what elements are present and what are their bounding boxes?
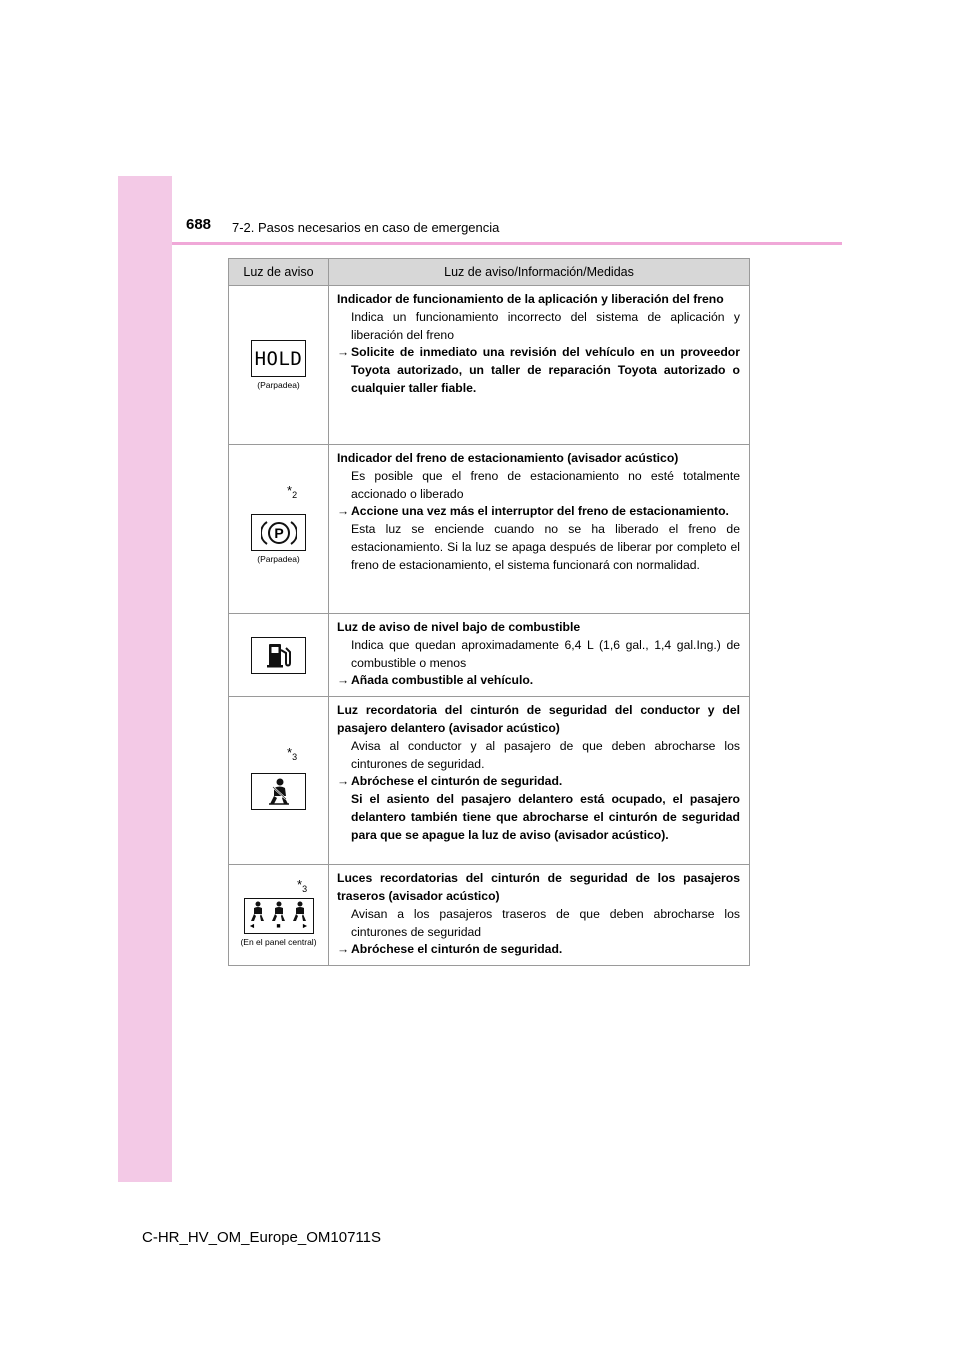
row-action: → Accione una vez más el interruptor del freno de estacionamiento.: [337, 503, 740, 521]
row-action: → Abróchese el cinturón de seguridad.: [337, 773, 740, 791]
hold-icon-text: HOLD: [254, 347, 303, 370]
info-cell: [329, 445, 750, 614]
row-action: → Añada combustible al vehículo.: [337, 672, 740, 690]
column-header: Luz de aviso: [229, 259, 329, 286]
row-title: Indicador de funcionamiento de la aplicación y liberación del freno: [337, 292, 724, 306]
parking-brake-icon: [251, 514, 306, 551]
row-title: Luces recordatorias del cinturón de seguridad de los pasajeros traseros (avisador acústico): [337, 871, 740, 903]
side-tab-bar: [118, 176, 172, 1182]
row-action: → Solicite de inmediato una revisión del vehículo en un proveedor Toyota autorizado, un taller de reparación Toyota autorizado o cualquier taller fiable.: [337, 344, 740, 397]
table-row: [229, 697, 750, 865]
fuel-pump-symbol: [264, 641, 294, 669]
section-title: 7-2. Pasos necesarios en caso de emergencia: [232, 220, 500, 235]
header-rule: [172, 242, 842, 245]
icon-cell: [229, 865, 329, 966]
info-cell: [329, 614, 750, 697]
row-action: → Abróchese el cinturón de seguridad.: [337, 941, 740, 959]
svg-text:P: P: [273, 524, 284, 541]
footnote-marker: $*_3$: [287, 745, 298, 763]
info-cell: [329, 286, 750, 445]
row-description: Avisa al conductor y al pasajero de que deben abrocharse los cinturones de seguridad.: [351, 738, 740, 771]
row-description: Indica un funcionamiento incorrecto del sistema de aplicación y liberación del freno: [351, 309, 740, 342]
rear-seatbelts-symbol: [248, 901, 310, 923]
fuel-pump-icon: [251, 637, 306, 674]
warning-lights-table: [228, 258, 750, 966]
arrow-icon: →: [337, 774, 350, 789]
icon-cell: [229, 614, 329, 697]
document-footer: C-HR_HV_OM_Europe_OM10711S: [142, 1229, 381, 1246]
row-description: Es posible que el freno de estacionamiento no esté totalmente accionado o liberado: [351, 468, 740, 501]
parking-brake-symbol: [261, 518, 297, 548]
arrow-icon: →: [337, 504, 350, 519]
table-row: [229, 286, 750, 445]
table-header-row: [229, 259, 750, 286]
icon-cell: [229, 697, 329, 865]
arrow-icon: →: [337, 673, 350, 688]
footnote-marker: $*_2$: [287, 483, 298, 500]
icon-cell: [229, 286, 329, 445]
row-title: Indicador del freno de estacionamiento (avisador acústico): [337, 451, 679, 465]
icon-cell: [229, 445, 329, 614]
row-extra-note: Esta luz se enciende cuando no se ha liberado el freno de estacionamiento. Si la luz se apaga después de liberar por completo el freno de estacionamiento, el sistema funcionará con normalidad.: [351, 522, 740, 572]
arrow-icon: →: [337, 942, 350, 957]
seatbelt-icon: [251, 773, 306, 810]
arrow-icon: →: [337, 345, 350, 360]
icon-caption: (Parpadea): [257, 380, 300, 390]
table-row: [229, 865, 750, 966]
row-title: Luz recordatoria del cinturón de seguridad del conductor y del pasajero delantero (avisador acústico): [337, 703, 740, 735]
row-description: Indica que quedan aproximadamente 6,4 L (1,6 gal., 1,4 gal.Ing.) de combustible o menos: [351, 637, 740, 670]
icon-caption: (En el panel central): [240, 936, 317, 947]
hold-icon: [251, 340, 306, 377]
table-row: [229, 614, 750, 697]
seat-position-marks: ◄ ■ ►: [248, 922, 309, 930]
info-cell: [329, 697, 750, 865]
info-cell: [329, 865, 750, 966]
icon-caption: (Parpadea): [257, 554, 300, 564]
footnote-marker: $*_3$: [297, 877, 308, 895]
column-header: Luz de aviso/Información/Medidas: [329, 259, 750, 286]
seatbelt-symbol: [264, 777, 294, 807]
row-description: Avisan a los pasajeros traseros de que deben abrocharse los cinturones de seguridad: [351, 906, 740, 939]
table-row: [229, 445, 750, 614]
rear-seatbelts-icon: [244, 898, 314, 934]
row-title: Luz de aviso de nivel bajo de combustible: [337, 620, 581, 634]
row-action-note: Si el asiento del pasajero delantero está ocupado, el pasajero delantero también tiene que abrocharse el cinturón de seguridad para que se apague la luz de aviso (avisador acústico).: [351, 792, 740, 842]
page-number: 688: [186, 216, 212, 233]
